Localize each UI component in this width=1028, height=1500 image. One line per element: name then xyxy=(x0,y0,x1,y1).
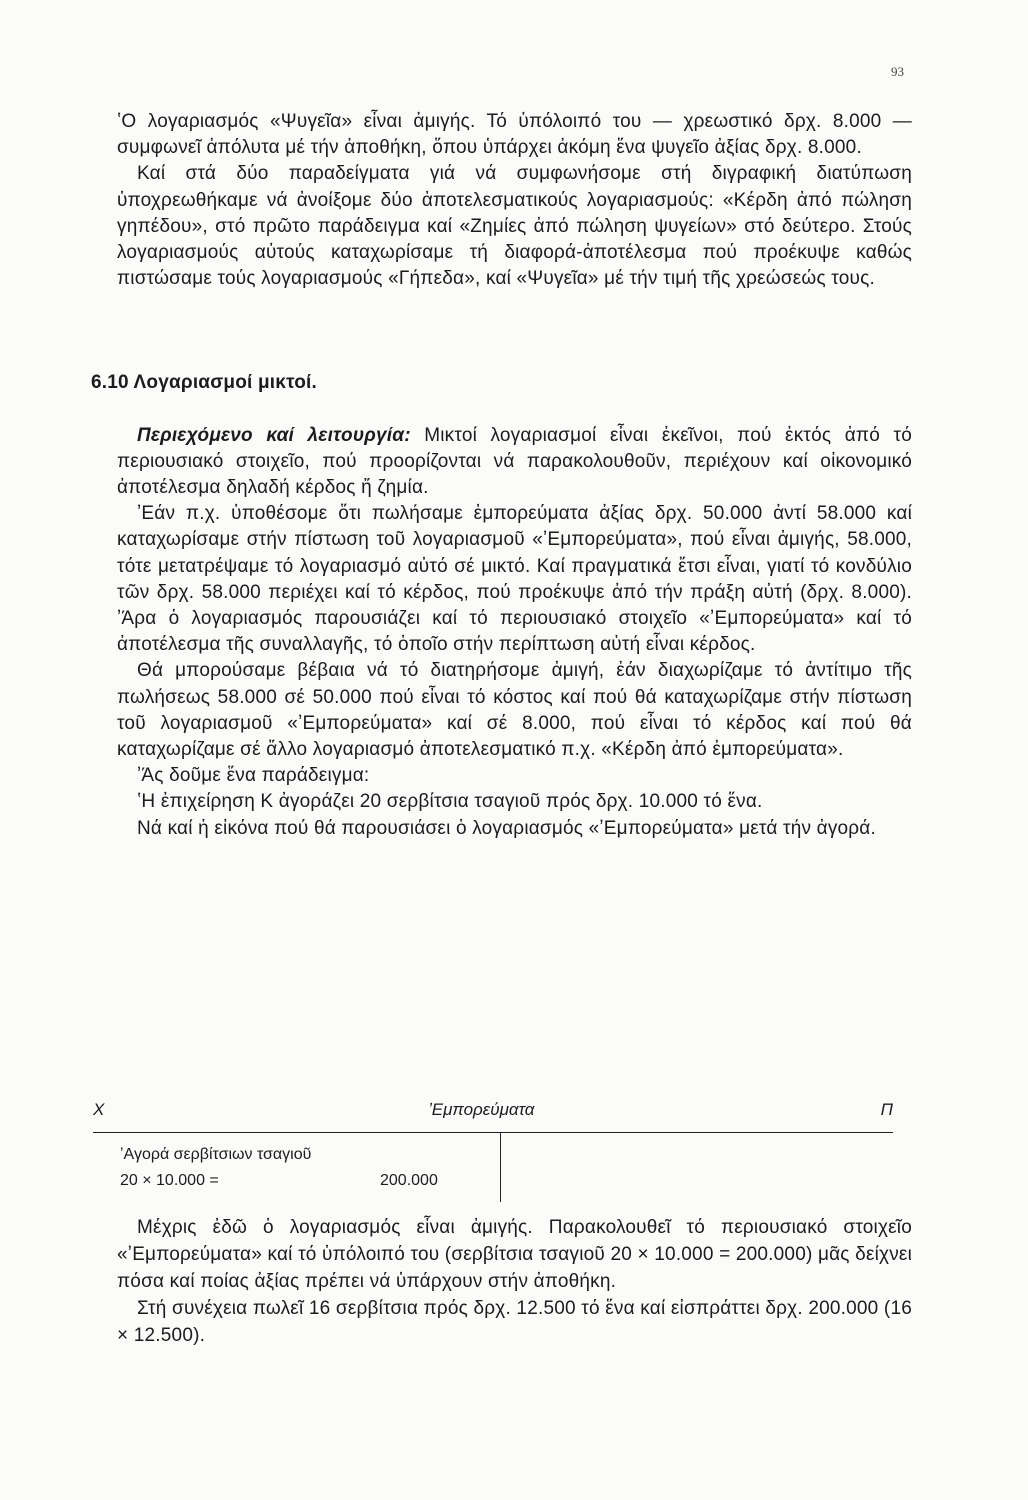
debit-entry-amount: 200.000 xyxy=(380,1172,438,1189)
t-account xyxy=(93,1100,893,1202)
account-title: ʼΕμπορεύματα xyxy=(428,1100,535,1119)
lead-text: Μικτοί λογαριασμοί εἶναι ἐκεῖνοι, πού ἐκτός ἀπό τό περιουσιακό στοιχεῖο, πού προορίζονται νά παρακολουθοῦν, περιέχουν καί οἰκονομικό ἀποτέλεσμα δηλαδή κέρδος ἤ ζημία. xyxy=(117,424,912,499)
t-account-vertical-rule xyxy=(500,1132,501,1202)
closing-text xyxy=(117,1214,912,1349)
debit-entry-description: ʼΑγορά σερβίτσιων τσαγιοῦ xyxy=(120,1146,312,1163)
paragraph-still-pure: Μέχρις ἐδῶ ὁ λογαριασμός εἶναι ἀμιγής. Παρακολουθεῖ τό περιουσιακό στοιχεῖο «ʼΕμπορεύματα» καί τό ὑπόλοιπό του (σερβίτσια τσαγιοῦ 20 × 10.000 = 200.000) μᾶς δείχνει πόσα καί ποίας ἀξίας πρέπει νά ὑπάρχουν στήν ἀποθήκη. xyxy=(117,1217,912,1292)
debit-label: Χ xyxy=(93,1100,105,1119)
t-account-header xyxy=(93,1100,893,1122)
paragraph-keep-pure: Θά μπορούσαμε βέβαια νά τό διατηρήσομε ἀμιγή, ἐάν διαχωρίζαμε τό ἀντίτιμο τῆς πωλήσεως 58.000 σέ 50.000 πού εἶναι τό κόστος καί πού θά καταχωρίζαμε στήν πίστωση τοῦ λογαριασμοῦ «ʼΕμπορεύματα» καί σέ 8.000, πού εἶναι τό κέρδος καί πού θά καταχωρίζαμε σέ ἄλλο λογαριασμό ἀποτελεσματικό π.χ. «Κέρδη ἀπό ἐμπορεύματα». xyxy=(117,660,912,761)
credit-label: Π xyxy=(880,1100,893,1119)
section-heading: 6.10 Λογαριασμοί μικτοί. xyxy=(91,372,317,394)
paragraph-sale: Στή συνέχεια πωλεῖ 16 σερβίτσια πρός δρχ. 12.500 τό ἕνα καί εἰσπράττει δρχ. 200.000 (16 × 12.500). xyxy=(117,1298,912,1346)
paragraph-lets-see: ʼΆς δοῦμε ἕνα παράδειγμα: xyxy=(137,765,370,787)
paragraph-definition xyxy=(117,423,912,502)
paragraph-result-accounts: Καί στά δύο παραδείγματα γιά νά συμφωνήσομε στή διγραφική διατύπωση ὑποχρεωθήκαμε νά ἀνοίξομε δύο ἀποτελεσματικούς λογαριασμούς: «Κέρδη ἀπό πώληση γηπέδου», στό πρῶτο παράδειγμα καί «Ζημίες ἀπό πώληση ψυγείων» στό δεύτερο. Στούς λογαριασμούς αὐτούς καταχωρίσαμε τή διαφορά-ἀποτέλεσμα πού προέκυψε καθώς πιστώσαμε τούς λογαριασμούς «Γήπεδα», καί «Ψυγεῖα» μέ τήν τιμή τῆς χρεώσεώς τους. xyxy=(117,163,912,290)
t-account-horizontal-rule xyxy=(93,1132,893,1133)
debit-entry-calculation: 20 × 10.000 = xyxy=(120,1172,219,1189)
lead-in: Περιεχόμενο καί λειτουργία: xyxy=(137,424,411,446)
paragraph-example-sale: ʼΕάν π.χ. ὑποθέσομε ὅτι πωλήσαμε ἐμπορεύματα ἀξίας δρχ. 50.000 ἀντί 58.000 καί καταχωρίσαμε στήν πίστωση τοῦ λογαριασμοῦ «ʼΕμπορεύματα», πού εἶναι ἀμιγής, 58.000, τότε μετατρέψαμε τό λογαριασμό αὐτό σέ μικτό. Καί πραγματικά ἔτσι εἶναι, γιατί τό κονδύλιο τῶν δρχ. 58.000 περιέχει καί τό κέρδος, πού προέκυψε ἀπό τήν πράξη αὐτή (δρχ. 8.000). ʼΆρα ὁ λογαριασμός παρουσιάζει καί τό περιουσιακό στοιχεῖο «ʼΕμπορεύματα» καί τό ἀποτέλεσμα τῆς συναλλαγῆς, τό ὁποῖο στήν περίπτωση αὐτή εἶναι κέρδος. xyxy=(117,503,912,656)
page-number: 93 xyxy=(891,64,904,79)
paragraph-picture: Νά καί ἡ εἰκόνα πού θά παρουσιάσει ὁ λογαριασμός «ʼΕμπορεύματα» μετά τήν ἀγορά. xyxy=(137,817,876,839)
paragraph-fridges-account: ʽΟ λογαριασμός «Ψυγεῖα» εἶναι ἀμιγής. Τό ὑπόλοιπό του — χρεωστικό δρχ. 8.000 — συμφωνεῖ ἀπόλυτα μέ τήν ἀποθήκη, ὅπου ὑπάρχει ἀκόμη ἕνα ψυγεῖο ἀξίας δρχ. 8.000. xyxy=(117,111,912,159)
main-text xyxy=(91,109,912,842)
paragraph-purchase: ʽΗ ἐπιχείρηση Κ ἀγοράζει 20 σερβίτσια τσαγιοῦ πρός δρχ. 10.000 τό ἕνα. xyxy=(137,791,763,813)
